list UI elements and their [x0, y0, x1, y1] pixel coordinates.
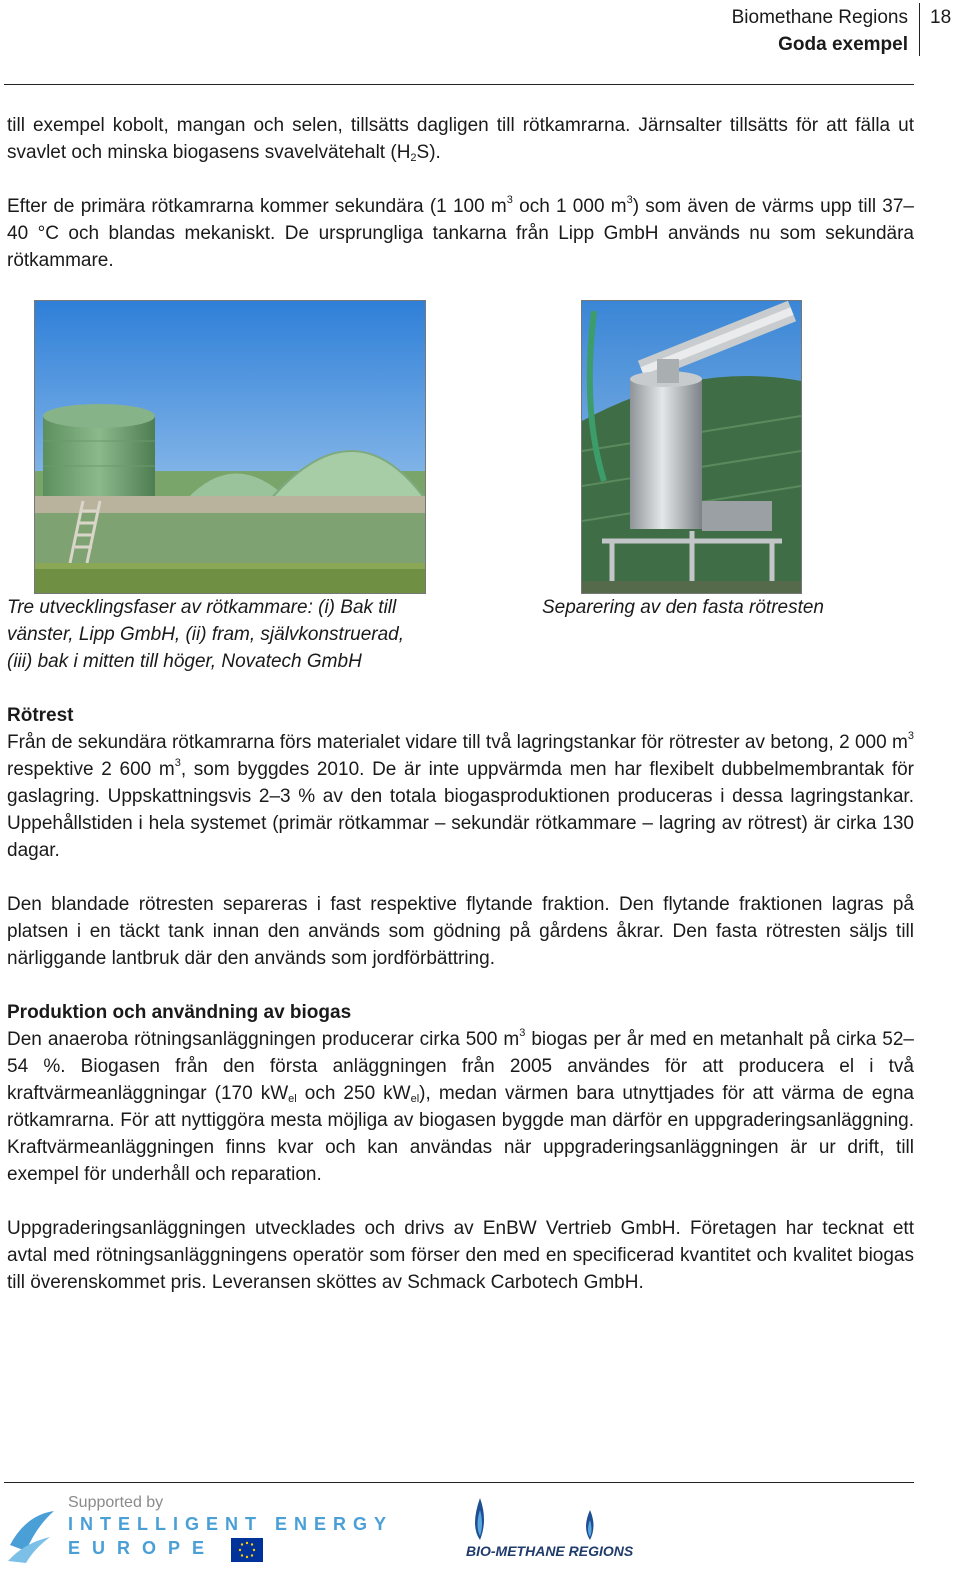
- heading-produktion: Produktion och användning av biogas: [7, 1002, 352, 1023]
- paragraph-4: Den blandade rötresten separeras i fast respektive flytande fraktion. Den flytande fraktionen lagras på platsen i en täckt tank innan den används som gödning på gårdens åkrar. Den fasta rötresten säljs till närliggande lantbruk där den används som jordförbättring.: [7, 894, 914, 969]
- digester-tanks-illustration: [35, 301, 425, 593]
- header-subtitle: Goda exempel: [778, 34, 908, 55]
- p3-text-b: respektive 2 600 m: [7, 759, 175, 780]
- p1-text-a: till exempel kobolt, mangan och selen, tillsätts dagligen till rötkamrarna. Järnsalter tillsätts för att fälla ut svavlet och minska biogasens svavelvätehalt (H: [7, 115, 914, 163]
- biomethane-drops-icon: [466, 1496, 606, 1546]
- p5-text-a: Den anaeroba rötningsanläggningen producerar cirka 500 m: [7, 1029, 520, 1050]
- photo-digester-tanks: [34, 300, 426, 594]
- page-header: [732, 4, 908, 58]
- footer-rule: [4, 1482, 914, 1483]
- header-rule: [4, 84, 914, 85]
- separator-illustration: [582, 301, 801, 593]
- photo-separator: [581, 300, 802, 594]
- lower-content: [7, 702, 914, 1296]
- caption-left-line-2: vänster, Lipp GmbH, (ii) fram, självkonstruerad,: [7, 624, 405, 645]
- p5-sub-1: el: [288, 1093, 297, 1105]
- supported-by-text: Supported by: [68, 1494, 164, 1511]
- paragraph-3: [7, 729, 914, 864]
- p2-text-b: och 1 000 m: [512, 196, 627, 217]
- paragraph-6: Uppgraderingsanläggningen utvecklades och drivs av EnBW Vertrieb GmbH. Företagen har tecknat ett avtal med rötningsanläggningens operatör som förser den med en specificerad kvantitet och kvalitet biogas till överenskommet pris. Leveransen sköttes av Schmack Carbotech GmbH.: [7, 1218, 914, 1293]
- biomethane-regions-logo-text: BIO-METHANE REGIONS: [466, 1543, 634, 1559]
- iee-swoosh-icon: [6, 1505, 58, 1565]
- p2-sup-2: 3: [626, 194, 633, 206]
- paragraph-2: [7, 193, 914, 274]
- p5-text-b: biogas per år med en metanhalt på cirka 52–54 %. Biogasen från den första anläggningen från 2005 användes för att producera el i två kraftvärmeanläggningar (170 kW: [7, 1029, 914, 1104]
- p2-sup-1: 3: [506, 194, 513, 206]
- caption-left: [7, 594, 404, 675]
- caption-left-line-1: Tre utvecklingsfaser av rötkammare: (i) Bak till: [7, 597, 397, 618]
- p2-text-a: Efter de primära rötkamrarna kommer sekundära (1 100 m: [7, 196, 507, 217]
- eu-flag-icon: [231, 1538, 263, 1562]
- p5-text-c: och 250 kW: [296, 1083, 411, 1104]
- p3-text-a: Från de sekundära rötkamrarna förs materialet vidare till två lagringstankar för rötrester av betong, 2 000 m: [7, 732, 908, 753]
- iee-logo-line-2: EUROPE: [68, 1538, 217, 1558]
- paragraph-5: [7, 1026, 914, 1188]
- page-number: 18: [930, 7, 952, 28]
- p2-text-c: ) som även de värms upp till 37–40 °C och blandas mekaniskt. De ursprungliga tankarna från Lipp GmbH används nu som sekundära rötkammare.: [7, 196, 914, 271]
- header-divider: [919, 3, 920, 56]
- p1-text-b: S).: [416, 142, 441, 163]
- p5-sub-2: el: [410, 1093, 420, 1105]
- caption-left-line-3: (iii) bak i mitten till höger, Novatech GmbH: [7, 651, 362, 672]
- paragraph-1: [7, 112, 914, 166]
- p3-sup-1: 3: [907, 730, 914, 742]
- p3-sup-2: 3: [174, 757, 181, 769]
- iee-logo-line-1: INTELLIGENT ENERGY: [68, 1514, 394, 1534]
- p5-sup: 3: [519, 1027, 526, 1039]
- p3-text-c: , som byggdes 2010. De är inte uppvärmda men har flexibelt dubbelmembrantak för gaslagring. Uppskattningsvis 2–3 % av den totala biogasproduktionen produceras i dessa lagringstankar. Uppehållstiden i hela systemet (primär rötkammar – sekundär rötkammare – lagring av rötrest) är cirka 130 dagar.: [7, 759, 914, 861]
- p1-sub: 2: [410, 152, 417, 164]
- top-content: [7, 112, 914, 274]
- caption-right: Separering av den fasta rötresten: [542, 597, 825, 618]
- heading-rotrest: Rötrest: [7, 705, 74, 726]
- header-title: Biomethane Regions: [731, 7, 908, 28]
- p5-text-d: ), medan värmen bara utnyttjades för att värma de egna rötkamrarna. För att nyttiggöra mesta möjliga av biogasen byggde man därför en uppgraderingsanläggning. Kraftvärmeanläggningen finns kvar och kan användas när uppgraderingsanläggningen är ur drift, till exempel för underhåll och reparation.: [7, 1083, 914, 1185]
